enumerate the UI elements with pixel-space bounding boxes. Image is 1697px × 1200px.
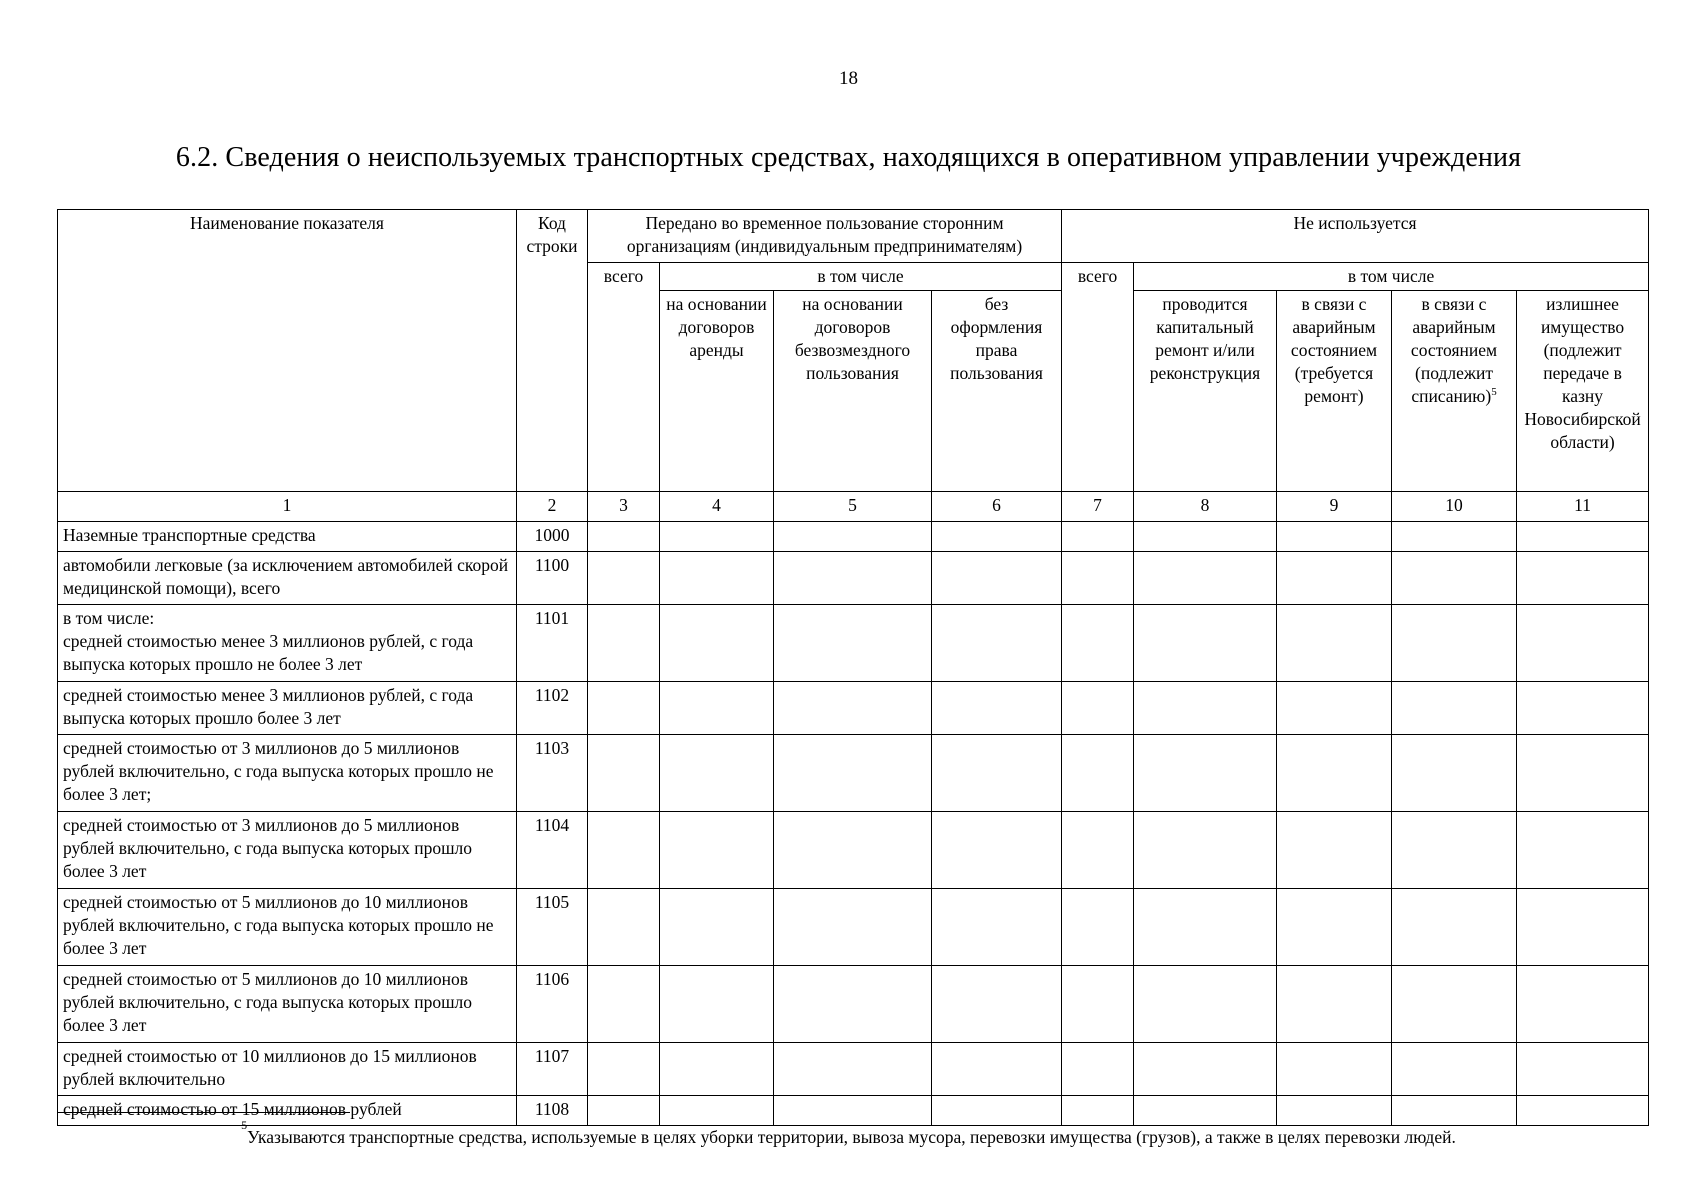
data-cell — [588, 682, 660, 735]
table-row — [58, 735, 1649, 812]
table-row — [58, 1096, 1649, 1126]
data-cell — [660, 522, 774, 552]
column-number: 3 — [588, 492, 660, 522]
data-cell — [1517, 812, 1649, 889]
data-cell — [588, 552, 660, 605]
table-row — [58, 522, 1649, 552]
data-cell — [1517, 522, 1649, 552]
data-cell — [1062, 1043, 1134, 1096]
page-number: 18 — [839, 68, 858, 89]
footnote — [0, 1118, 1697, 1148]
data-cell — [774, 1096, 932, 1126]
footnote-ref: 5 — [1491, 386, 1497, 399]
data-cell — [588, 605, 660, 682]
column-number: 11 — [1517, 492, 1649, 522]
data-cell — [1277, 682, 1392, 735]
data-cell — [1062, 682, 1134, 735]
data-cell — [1062, 1096, 1134, 1126]
column-number: 2 — [517, 492, 588, 522]
data-cell — [1277, 1043, 1392, 1096]
data-cell — [1062, 812, 1134, 889]
header-transferred: Передано во временное пользование сторонним организациям (индивидуальным предпринимателям) — [588, 210, 1062, 263]
data-cell — [1134, 735, 1277, 812]
row-name: средней стоимостью от 3 миллионов до 5 миллионов рублей включительно, с года выпуска которых прошло более 3 лет — [58, 812, 517, 889]
column-number: 7 — [1062, 492, 1134, 522]
footnote-divider — [57, 1112, 350, 1113]
data-cell — [1517, 735, 1649, 812]
data-cell — [588, 812, 660, 889]
data-cell — [588, 735, 660, 812]
data-cell — [1062, 966, 1134, 1043]
data-cell — [660, 735, 774, 812]
data-cell — [774, 1043, 932, 1096]
data-cell — [932, 735, 1062, 812]
row-code: 1107 — [517, 1043, 588, 1096]
data-cell — [1062, 552, 1134, 605]
header-not-used-total: всего — [1062, 263, 1134, 492]
data-cell — [1517, 966, 1649, 1043]
data-cell — [1277, 552, 1392, 605]
data-cell — [932, 966, 1062, 1043]
table-row — [58, 682, 1649, 735]
table-row — [58, 605, 1649, 682]
row-code: 1101 — [517, 605, 588, 682]
header-not-used: Не используется — [1062, 210, 1649, 263]
section-title: 6.2. Сведения о неиспользуемых транспортных средствах, находящихся в оперативном управлении учреждения — [175, 142, 1522, 173]
data-cell — [1517, 1043, 1649, 1096]
data-cell — [1134, 605, 1277, 682]
data-cell — [932, 682, 1062, 735]
data-cell — [660, 682, 774, 735]
data-cell — [660, 1096, 774, 1126]
row-name: средней стоимостью от 5 миллионов до 10 миллионов рублей включительно, с года выпуска которых прошло не более 3 лет — [58, 889, 517, 966]
data-cell — [932, 1096, 1062, 1126]
data-cell — [932, 605, 1062, 682]
column-numbers-row — [58, 492, 1649, 522]
data-cell — [588, 1043, 660, 1096]
data-cell — [1134, 1096, 1277, 1126]
table-row — [58, 552, 1649, 605]
data-cell — [1062, 605, 1134, 682]
data-cell — [774, 605, 932, 682]
data-cell — [774, 889, 932, 966]
header-free-use: на основании договоров безвозмездного пользования — [774, 291, 932, 492]
data-cell — [774, 735, 932, 812]
data-cell — [660, 966, 774, 1043]
header-repair: проводится капитальный ремонт и/или реконструкция — [1134, 291, 1277, 492]
data-cell — [660, 1043, 774, 1096]
data-cell — [1134, 812, 1277, 889]
data-cell — [932, 812, 1062, 889]
data-cell — [1392, 966, 1517, 1043]
row-name: автомобили легковые (за исключением автомобилей скорой медицинской помощи), всего — [58, 552, 517, 605]
row-name: в том числе: средней стоимостью менее 3 миллионов рублей, с года выпуска которых прошло не более 3 лет — [58, 605, 517, 682]
header-name: Наименование показателя — [58, 210, 517, 492]
header-transferred-total: всего — [588, 263, 660, 492]
table-row — [58, 889, 1649, 966]
table-row — [58, 966, 1649, 1043]
column-number: 10 — [1392, 492, 1517, 522]
data-cell — [588, 966, 660, 1043]
vehicles-table — [57, 209, 1649, 1126]
column-number: 5 — [774, 492, 932, 522]
data-cell — [660, 889, 774, 966]
header-not-used-including: в том числе — [1134, 263, 1649, 291]
data-cell — [1392, 1043, 1517, 1096]
data-cell — [1134, 552, 1277, 605]
table-row — [58, 812, 1649, 889]
data-cell — [932, 889, 1062, 966]
data-cell — [1277, 889, 1392, 966]
data-cell — [1517, 1096, 1649, 1126]
data-cell — [1277, 1096, 1392, 1126]
data-cell — [932, 1043, 1062, 1096]
data-cell — [1517, 889, 1649, 966]
column-number: 9 — [1277, 492, 1392, 522]
data-cell — [1392, 735, 1517, 812]
data-cell — [774, 522, 932, 552]
header-transferred-including: в том числе — [660, 263, 1062, 291]
column-number: 8 — [1134, 492, 1277, 522]
data-cell — [774, 552, 932, 605]
data-cell — [1517, 552, 1649, 605]
row-name: Наземные транспортные средства — [58, 522, 517, 552]
data-cell — [1392, 1096, 1517, 1126]
data-cell — [1277, 812, 1392, 889]
data-cell — [1277, 735, 1392, 812]
header-emergency-writeoff — [1392, 291, 1517, 492]
column-number: 6 — [932, 492, 1062, 522]
data-cell — [660, 812, 774, 889]
row-code: 1108 — [517, 1096, 588, 1126]
header-no-right: без оформления права пользования — [932, 291, 1062, 492]
data-cell — [1517, 682, 1649, 735]
data-cell — [1062, 889, 1134, 966]
column-number: 1 — [58, 492, 517, 522]
table-row — [58, 1043, 1649, 1096]
data-cell — [588, 889, 660, 966]
row-code: 1104 — [517, 812, 588, 889]
row-name: средней стоимостью от 3 миллионов до 5 миллионов рублей включительно, с года выпуска которых прошло не более 3 лет; — [58, 735, 517, 812]
data-cell — [1277, 966, 1392, 1043]
column-number: 4 — [660, 492, 774, 522]
data-cell — [1277, 605, 1392, 682]
row-code: 1000 — [517, 522, 588, 552]
row-name: средней стоимостью от 5 миллионов до 10 миллионов рублей включительно, с года выпуска которых прошло более 3 лет — [58, 966, 517, 1043]
data-cell — [1517, 605, 1649, 682]
footnote-marker: 5 — [241, 1118, 248, 1133]
data-cell — [588, 522, 660, 552]
data-cell — [1392, 682, 1517, 735]
table-body — [58, 522, 1649, 1126]
row-code: 1106 — [517, 966, 588, 1043]
header-emergency-repair: в связи с аварийным состоянием (требуется ремонт) — [1277, 291, 1392, 492]
data-cell — [1392, 812, 1517, 889]
header-code: Код строки — [517, 210, 588, 492]
data-cell — [1062, 735, 1134, 812]
data-cell — [1062, 522, 1134, 552]
footnote-text: Указываются транспортные средства, используемые в целях уборки территории, вывоза мусора, перевозки имущества (грузов), а также в целях перевозки людей. — [247, 1127, 1456, 1147]
row-name: средней стоимостью от 15 миллионов рублей — [58, 1096, 517, 1126]
data-cell — [774, 682, 932, 735]
data-cell — [1277, 522, 1392, 552]
row-code: 1103 — [517, 735, 588, 812]
row-name: средней стоимостью менее 3 миллионов рублей, с года выпуска которых прошло более 3 лет — [58, 682, 517, 735]
data-cell — [1392, 889, 1517, 966]
data-cell — [774, 812, 932, 889]
data-cell — [660, 552, 774, 605]
data-cell — [932, 552, 1062, 605]
row-code: 1105 — [517, 889, 588, 966]
row-name: средней стоимостью от 10 миллионов до 15 миллионов рублей включительно — [58, 1043, 517, 1096]
data-cell — [588, 1096, 660, 1126]
data-cell — [1134, 682, 1277, 735]
data-cell — [1392, 605, 1517, 682]
data-cell — [1134, 522, 1277, 552]
row-code: 1102 — [517, 682, 588, 735]
data-cell — [774, 966, 932, 1043]
row-code: 1100 — [517, 552, 588, 605]
data-cell — [932, 522, 1062, 552]
data-cell — [1134, 966, 1277, 1043]
data-cell — [1134, 1043, 1277, 1096]
data-cell — [1392, 522, 1517, 552]
header-surplus: излишнее имущество (подлежит передаче в казну Новосибирской области) — [1517, 291, 1649, 492]
header-emergency-writeoff-label: в связи с аварийным состоянием (подлежит списанию) — [1410, 294, 1498, 406]
data-cell — [660, 605, 774, 682]
header-rent: на основании договоров аренды — [660, 291, 774, 492]
data-cell — [1392, 552, 1517, 605]
data-cell — [1134, 889, 1277, 966]
